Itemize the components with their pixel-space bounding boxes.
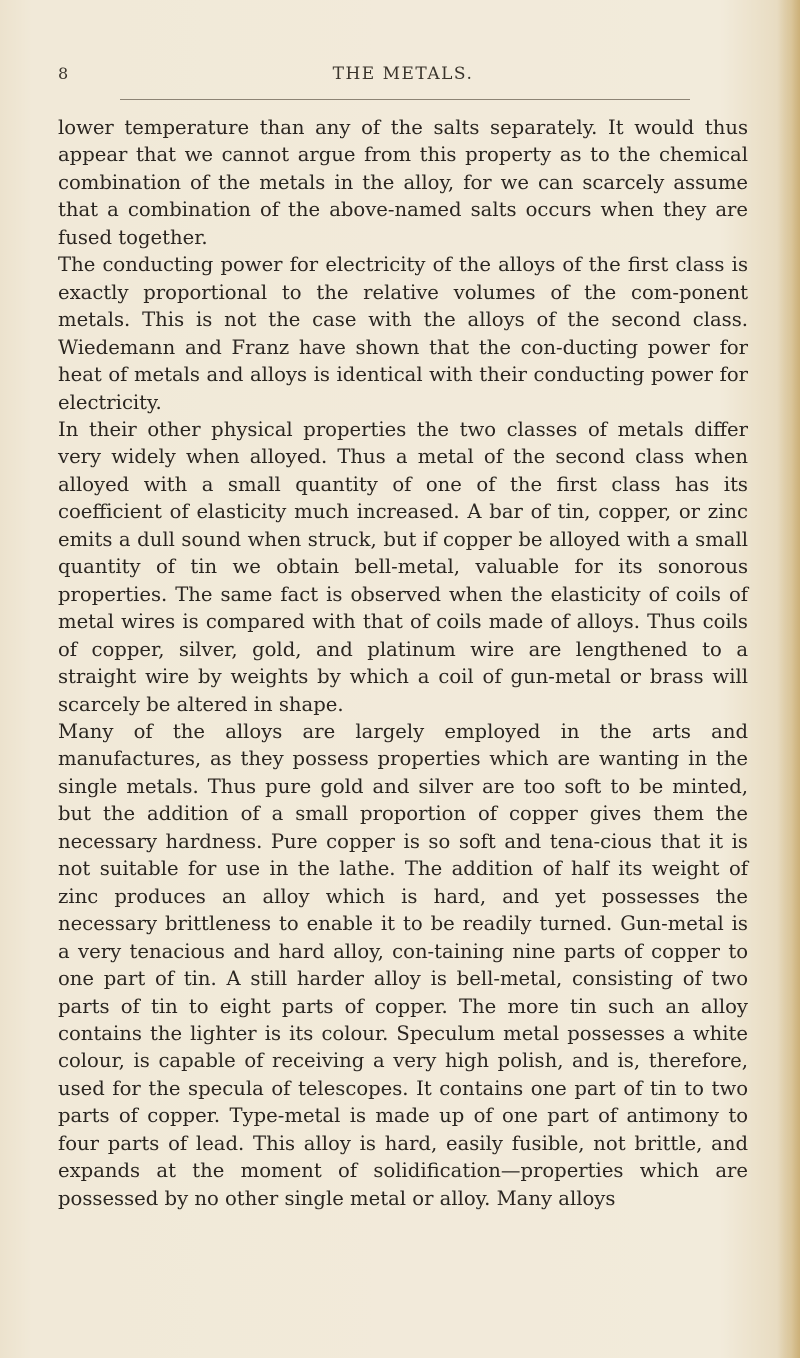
- paragraph: The conducting power for electricity of the alloys of the first class is exactly proportional to the relative volumes of the com-ponent metals. This is not the case with the alloys of the second class. Wiedemann and Franz have shown that the con-ducting power for heat of metals and alloys is identical with their conducting power for electricity.: [58, 253, 748, 414]
- page-number: 8: [58, 64, 70, 83]
- running-title: THE METALS.: [332, 64, 474, 84]
- body-text: [58, 114, 748, 1212]
- page-edge-shadow: [778, 0, 800, 1358]
- paragraph: In their other physical properties the two classes of metals differ very widely when alloyed. Thus a metal of the second class when alloyed with a small quantity of one of the first class has its coefficient of elasticity much increased. A bar of tin, copper, or zinc emits a dull sound when struck, but if copper be alloyed with a small quantity of tin we obtain bell-metal, valuable for its sonorous properties. The same fact is observed when the elasticity of coils of metal wires is compared with that of coils made of alloys. Thus coils of copper, silver, gold, and platinum wire are lengthened to a straight wire by weights by which a coil of gun-metal or brass will scarcely be altered in shape.: [58, 417, 748, 716]
- paragraph: lower temperature than any of the salts separately. It would thus appear that we cannot argue from this property as to the chemical combination of the metals in the alloy, for we can scarcely assume that a combination of the above-named salts occurs when they are fused together.: [58, 116, 748, 249]
- page-header: [58, 64, 748, 94]
- header-rule: [120, 99, 690, 100]
- paragraph: Many of the alloys are largely employed in the arts and manufactures, as they possess properties which are wanting in the single metals. Thus pure gold and silver are too soft to be minted, but the addition of a small proportion of copper gives them the necessary hardness. Pure copper is so soft and tena-cious that it is not suitable for use in the lathe. The addition of half its weight of zinc produces an alloy which is hard, and yet possesses the necessary brittleness to enable it to be readily turned. Gun-metal is a very tenacious and hard alloy, con-taining nine parts of copper to one part of tin. A still harder alloy is bell-metal, consisting of two parts of tin to eight parts of copper. The more tin such an alloy contains the lighter is its colour. Speculum metal possesses a white colour, is capable of receiving a very high polish, and is, therefore, used for the specula of telescopes. It contains one part of tin to two parts of copper. Type-metal is made up of one part of antimony to four parts of lead. This alloy is hard, easily fusible, not brittle, and expands at the moment of solidification—properties which are possessed by no other single metal or alloy. Many alloys: [58, 719, 748, 1210]
